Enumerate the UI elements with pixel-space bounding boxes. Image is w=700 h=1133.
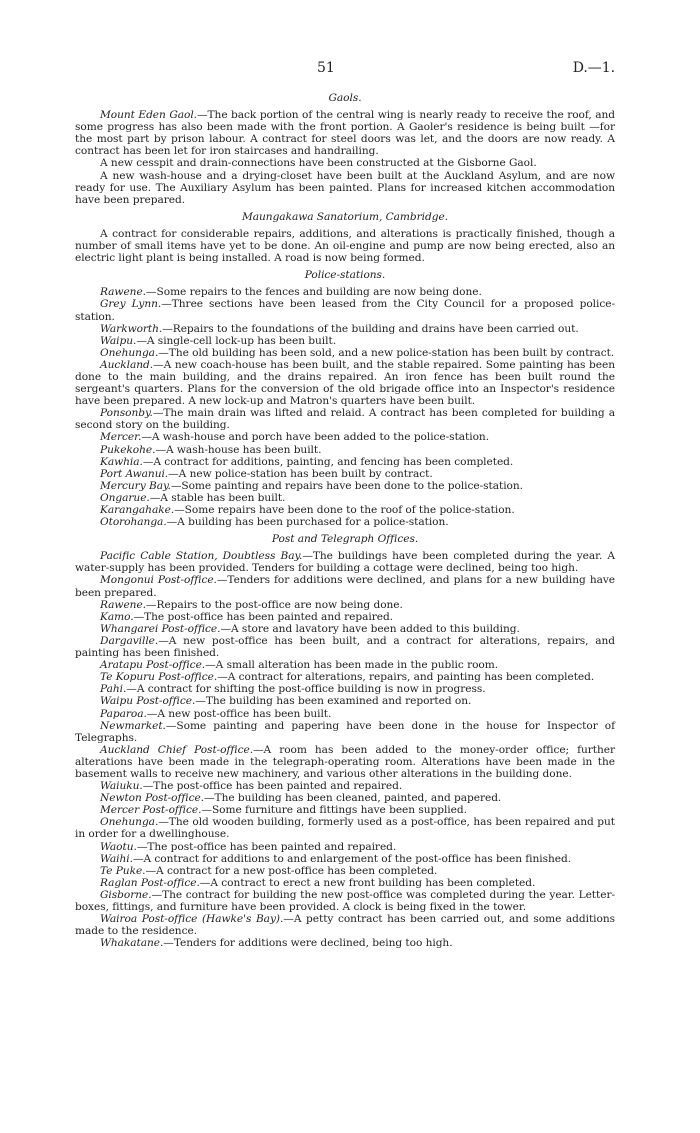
paragraph [75,611,615,623]
paragraph-text: —Some repairs to the fences and building are now being done. [145,286,482,299]
paragraph-text: —The back portion of the central wing is nearly ready to receive the roof, and some progress has also been made with the front portion. A Gaoler's residence is being built —for the most part by prison labour. A contract for steel doors was let, and the doors are now ready. A contract has been let for iron staircases and handrailing. [75,109,615,158]
paragraph-text: —Tenders for additions were declined, being too high. [163,937,453,950]
paragraph [75,359,615,407]
paragraph [75,889,615,913]
paragraph [75,492,615,504]
paragraph-text: —A contract for additions to and enlargement of the post-office has been finished. [132,852,572,865]
paragraph-heading: Auckland Chief Post-office. [100,743,254,756]
paragraph-text: —A contract to erect a new front building has been completed. [199,876,536,889]
paragraph-text: —The building has been examined and reported on. [195,695,472,708]
paragraph-heading: Waiuku. [100,780,143,793]
paragraph-text: —The old building has been sold, and a new police-station has been built by contract. [158,346,615,359]
paragraph [75,623,615,635]
paragraph-heading: Onehunga. [100,346,159,359]
section-heading: Police-stations. [304,269,386,282]
paragraph [75,937,615,949]
paragraph-heading: Aratapu Post-office. [100,659,206,672]
paragraph-text: —The contract for building the new post-office was completed during the year. Letter-boxes, fittings, and furniture have been provided. A clock is being fixed in the tower. [75,888,615,913]
paragraph-heading: Te Kopuru Post-office. [100,671,218,684]
paragraph-heading: Mercer. [100,431,142,444]
paragraph-heading: Mercer Post-office. [100,804,202,817]
paragraph [75,792,615,804]
paragraph-text: —The building has been cleaned, painted, and papered. [204,792,502,805]
paragraph-heading: Wairoa Post-office (Hawke's Bay). [100,913,284,926]
paragraph-heading: Onehunga. [100,816,159,829]
paragraph [75,841,615,853]
paragraph [75,456,615,468]
paragraph-heading: Te Puke. [100,864,146,877]
paragraph-text: A contract for considerable repairs, additions, and alterations is practically finished, though a number of small items have yet to be done. An oil-engine and pump are now being erected, also an electric light plant is being installed. A road is now being formed. [75,227,615,265]
paragraph-text: —A store and lavatory have been added to this building. [220,622,520,635]
section [75,269,615,528]
paragraph-text: —A stable has been built. [149,491,286,504]
paragraph-heading: Raglan Post-office. [100,876,200,889]
paragraph [75,504,615,516]
page-header [75,62,615,78]
paragraph [75,407,615,431]
paragraph-text: A new wash-house and a drying-closet have been built at the Auckland Asylum, and are now ready for use. The Auxiliary Asylum has been painted. Plans for increased kitchen accommodation have been prepared. [75,169,615,206]
paragraph-text: —A new post-office has been built. [146,707,332,720]
paragraph-heading: Whakatane. [100,937,164,950]
paragraph [75,109,615,157]
document-reference: D.—1. [572,60,615,76]
paragraph [75,913,615,937]
paragraph [75,228,615,264]
paragraph-text: —The main drain was lifted and relaid. A contract has been completed for building a second story on the building. [75,407,615,432]
paragraph-heading: Ponsonby. [100,407,153,420]
paragraph [75,865,615,877]
paragraph-heading: Waotu. [100,840,137,853]
paragraph-text: —The buildings have been completed during the year. A water-supply has been provided. Tenders for building a cottage were declined, being too high. [75,550,615,575]
paragraph-heading: Whangarei Post-office. [100,622,221,635]
paragraph-text: —A contract for a new post-office has been completed. [145,864,438,877]
paragraph-heading: Rawene. [100,598,146,611]
paragraph [75,170,615,206]
paragraph-text: —A wash-house and porch have been added to the police-station. [141,431,490,444]
paragraph [75,444,615,456]
paragraph-heading: Pukekohe. [100,443,156,456]
page-number: 51 [317,60,335,76]
paragraph [75,708,615,720]
paragraph-heading: Port Awanui. [100,467,169,480]
paragraph-text: —A new coach-house has been built, and the stable repaired. Some painting has been done to the main building, and the drains repaired. An iron fence has been built round the sergeant's quarters. Plans for the conversion of the old brigade office into an Inspector's residence have been prepared. A new lock-up and Matron's quarters have been built. [75,358,615,408]
section-heading: Post and Telegraph Offices. [271,533,419,546]
paragraph [75,323,615,335]
paragraph-heading: Newton Post-office. [100,792,205,805]
paragraph [75,659,615,671]
paragraph-heading: Otorohanga. [100,516,167,529]
paragraph [75,599,615,611]
paragraph-heading: Waihi. [100,852,133,865]
paragraph [75,157,615,169]
paragraph-heading: Warkworth. [100,322,163,335]
paragraph [75,468,615,480]
paragraph-heading: Mercury Bay. [100,479,171,492]
paragraph [75,574,615,598]
paragraph-text: —A wash-house has been built. [155,443,322,456]
paragraph-text: —The post-office has been painted and repaired. [136,840,397,853]
paragraph-text: —Some painting and papering have been done in the house for Inspector of Telegraphs. [75,719,615,744]
paragraph-heading: Karangahake. [100,504,175,516]
paragraph-text: —A building has been purchased for a police-station. [166,516,449,529]
paragraph-heading: Gisborne. [100,888,152,901]
paragraph [75,853,615,865]
paragraph [75,683,615,695]
paragraph-text: —A single-cell lock-up has been built. [136,334,337,347]
paragraph-heading: Ongarue. [100,491,150,504]
paragraph-text: —The post-office has been painted and repaired. [133,610,393,623]
paragraph-text: —The post-office has been painted and repaired. [142,780,403,793]
paragraph [75,431,615,443]
paragraph-text: —A small alteration has been made in the public room. [205,659,499,672]
paragraph [75,804,615,816]
paragraph [75,780,615,792]
paragraph [75,877,615,889]
paragraph-text: —Some furniture and fittings have been supplied. [201,804,467,817]
paragraph-text: —Some painting and repairs have been done to the police-station. [170,479,523,492]
paragraph-text: —Three sections have been leased from the City Council for a proposed police-station. [75,298,615,323]
section-heading: Maungakawa Sanatorium, Cambridge. [241,210,449,223]
paragraph [75,744,615,780]
paragraph-text: —A contract for additions, painting, and fencing has been completed. [142,455,514,468]
paragraph [75,550,615,574]
paragraph [75,671,615,683]
paragraph-heading: Mount Eden Gaol. [100,109,197,122]
paragraph [75,635,615,659]
paragraph-text: A new cesspit and drain-connections have been constructed at the Gisborne Gaol. [100,157,537,170]
paragraph-text: —A new post-office has been built, and a contract for alterations, repairs, and painting has been finished. [75,634,615,660]
paragraph-text: —A room has been added to the money-order office; further alterations have been made in the telegraph-operating room. Alterations have been made in the basement walls to receive new machinery, and various other alterations in the building done. [75,743,615,780]
paragraph-heading: Kamo. [100,610,134,623]
section [75,92,615,206]
paragraph-text: —A new police-station has been built by contract. [168,467,433,480]
paragraph-text: —Tenders for additions were declined, and plans for a new building have been prepared. [75,574,616,599]
paragraph [75,298,615,322]
paragraph-heading: Rawene. [100,286,146,299]
paragraph-text: —A contract for shifting the post-office building is now in progress. [126,683,486,696]
paragraph-text: —The old wooden building, formerly used as a post-office, has been repaired and put in order for a dwellinghouse. [75,816,615,841]
paragraph [75,516,615,528]
paragraph [75,695,615,707]
paragraph-heading: Paparoa. [100,707,147,720]
paragraph [75,347,615,359]
paragraph-heading: Grey Lynn. [100,298,162,311]
paragraph-heading: Waipu Post-office. [100,695,196,708]
paragraph [75,816,615,840]
paragraph [75,480,615,492]
paragraph-heading: Auckland. [100,358,154,371]
paragraph-text: —A contract for alterations, repairs, and painting has been completed. [217,671,595,684]
paragraph-text: —Repairs to the foundations of the building and drains have been carried out. [162,322,579,335]
paragraph-text: —Repairs to the post-office are now being done. [145,598,403,611]
paragraph-text: —A petty contract has been carried out, and some additions made to the residence. [75,913,616,938]
paragraph-heading: Pacific Cable Station, Doubtless Bay. [100,550,303,563]
paragraph-heading: Dargaville. [100,634,159,647]
section [75,533,615,949]
paragraph [75,286,615,298]
paragraph-heading: Mongonui Post-office. [100,574,217,587]
paragraph-heading: Newmarket. [100,719,166,732]
paragraph [75,720,615,744]
document-body [75,92,615,954]
section [75,211,615,264]
paragraph-text: —Some repairs have been done to the roof of the police-station. [174,504,515,516]
section-heading: Gaols. [328,92,362,104]
paragraph-heading: Kawhia. [100,455,143,468]
paragraph-heading: Pahi. [100,683,127,696]
paragraph-heading: Waipu. [100,334,137,347]
paragraph [75,335,615,347]
